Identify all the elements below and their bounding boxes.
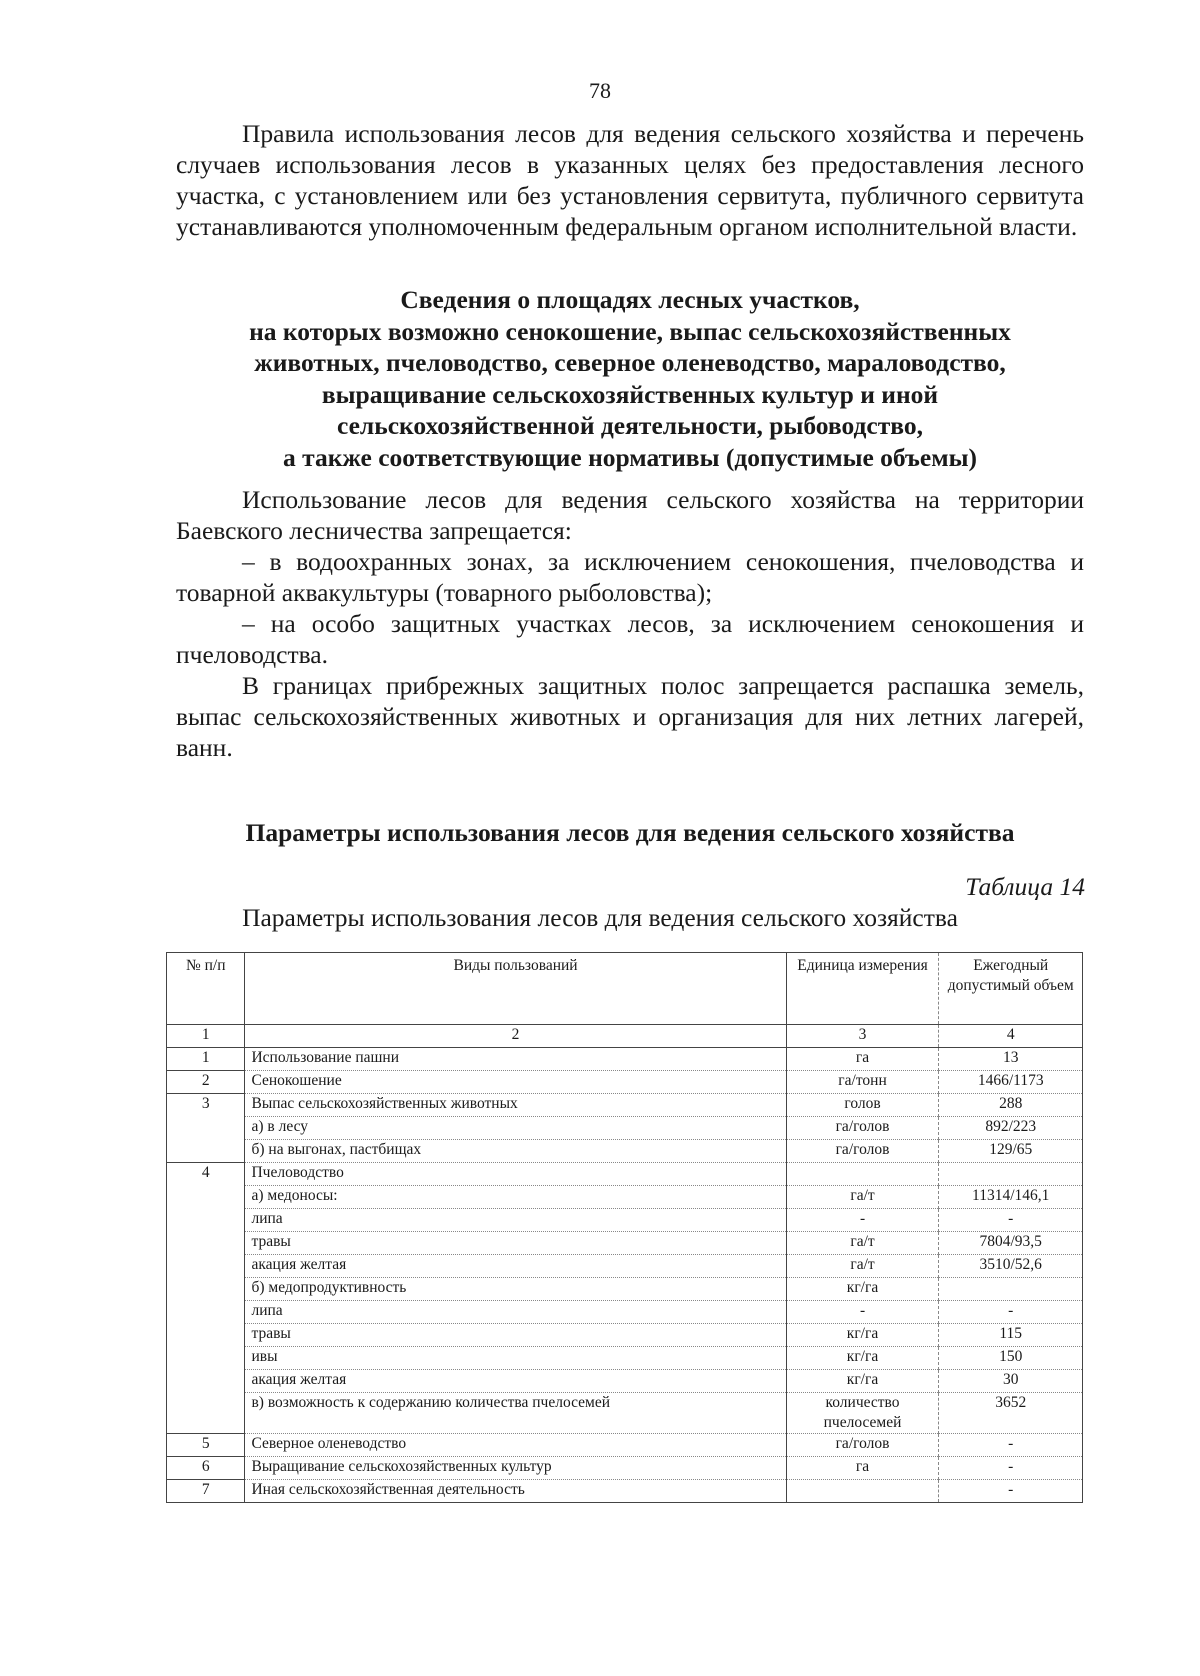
section-title-line: Сведения о площадях лесных участков, [400,285,860,314]
row-volume: - [939,1457,1083,1480]
row-unit: голов [786,1094,939,1117]
table-row [167,1232,1083,1255]
row-volume: - [939,1209,1083,1232]
table-row [167,1370,1083,1393]
table-row [167,1117,1083,1140]
row-num [167,1393,245,1434]
page-number: 78 [589,78,611,103]
paragraph: – на особо защитных участках лесов, за исключением сенокошения и пчеловодства. [176,609,1084,669]
table-row [167,1163,1083,1186]
row-volume: 892/223 [939,1117,1083,1140]
table-caption: Параметры использования лесов для ведения сельского хозяйства [242,903,958,932]
row-type: а) медоносы: [245,1186,786,1209]
table-row [167,1048,1083,1071]
header-unit: Единица измерения [786,953,939,1025]
table-row [167,1071,1083,1094]
row-unit: га/голов [786,1117,939,1140]
row-unit: кг/га [786,1370,939,1393]
row-volume: - [939,1301,1083,1324]
row-num [167,1301,245,1324]
row-volume: 13 [939,1048,1083,1071]
row-volume: 288 [939,1094,1083,1117]
row-type: б) медопродуктивность [245,1278,786,1301]
row-volume: - [939,1434,1083,1457]
row-unit: га [786,1457,939,1480]
paragraph: – в водоохранных зонах, за исключением сенокошения, пчеловодства и товарной аквакультуры (товарного рыболовства); [176,547,1084,607]
row-num: 4 [167,1163,245,1186]
row-volume [939,1163,1083,1186]
table-row [167,1434,1083,1457]
row-num [167,1117,245,1140]
table-row [167,1186,1083,1209]
row-unit: количество пчелосемей [786,1393,939,1434]
row-unit [786,1163,939,1186]
row-volume [939,1278,1083,1301]
row-volume: 3652 [939,1393,1083,1434]
row-type: акация желтая [245,1255,786,1278]
table-row [167,1140,1083,1163]
paragraph: В границах прибрежных защитных полос запрещается распашка земель, выпас сельскохозяйственных животных и организация для них летних лагерей, ванн. [176,671,1084,762]
row-volume: 11314/146,1 [939,1186,1083,1209]
table-index-row [167,1025,1083,1048]
table-row [167,1324,1083,1347]
row-num [167,1209,245,1232]
row-unit: га/голов [786,1140,939,1163]
row-volume: 129/65 [939,1140,1083,1163]
row-type: травы [245,1324,786,1347]
row-num [167,1255,245,1278]
row-volume: - [939,1480,1083,1503]
index-volume: 4 [939,1025,1083,1048]
table-row [167,1457,1083,1480]
restrictions-block [176,484,1084,763]
section-title-line: сельскохозяйственной деятельности, рыбоводство, [336,411,923,441]
row-unit: га/т [786,1186,939,1209]
row-unit: - [786,1301,939,1324]
row-num [167,1232,245,1255]
row-type: Иная сельскохозяйственная деятельность [245,1480,786,1503]
row-num [167,1324,245,1347]
row-type: липа [245,1301,786,1324]
row-num [167,1370,245,1393]
intro-paragraph-block [176,118,1084,242]
row-type: Северное оленеводство [245,1434,786,1457]
row-unit: га/голов [786,1434,939,1457]
row-type: б) на выгонах, пастбищах [245,1140,786,1163]
row-num [167,1347,245,1370]
row-type: Сенокошение [245,1071,786,1094]
row-volume: 30 [939,1370,1083,1393]
row-unit: га [786,1048,939,1071]
row-num: 1 [167,1048,245,1071]
header-num: № п/п [167,953,245,1025]
row-num [167,1186,245,1209]
row-volume: 7804/93,5 [939,1232,1083,1255]
row-type: Выпас сельскохозяйственных животных [245,1094,786,1117]
index-num: 1 [167,1025,245,1048]
row-num: 5 [167,1434,245,1457]
paragraph: Использование лесов для ведения сельского хозяйства на территории Баевского лесничества запрещается: [176,485,1084,545]
row-type: Использование пашни [245,1048,786,1071]
row-type: в) возможность к содержанию количества пчелосемей [245,1393,786,1434]
row-unit: га/тонн [786,1071,939,1094]
row-num [167,1278,245,1301]
section2-title: Параметры использования лесов для ведения сельского хозяйства [245,818,1015,847]
table-row [167,1094,1083,1117]
section-title-line: выращивание сельскохозяйственных культур и иной [321,379,939,409]
header-volume: Ежегодный допустимый объем [939,953,1083,1025]
row-volume: 115 [939,1324,1083,1347]
row-unit: кг/га [786,1347,939,1370]
row-unit: - [786,1209,939,1232]
section-title [170,284,1090,474]
row-unit: кг/га [786,1278,939,1301]
table-row [167,1209,1083,1232]
row-num: 2 [167,1071,245,1094]
row-num: 6 [167,1457,245,1480]
row-type: Пчеловодство [245,1163,786,1186]
row-volume: 3510/52,6 [939,1255,1083,1278]
table-row [167,1255,1083,1278]
header-type: Виды пользований [245,953,786,1025]
row-type: ивы [245,1347,786,1370]
table-row [167,1347,1083,1370]
index-type: 2 [245,1025,786,1048]
row-volume: 150 [939,1347,1083,1370]
parameters-table [166,952,1083,1503]
section-title-line: животных, пчеловодство, северное оленеводство, мараловодство, [254,348,1006,378]
section-title-line: а также соответствующие нормативы (допустимые объемы) [282,442,977,472]
row-volume: 1466/1173 [939,1071,1083,1094]
table-header-row [167,953,1083,1025]
row-unit: кг/га [786,1324,939,1347]
table-row [167,1393,1083,1434]
row-type: липа [245,1209,786,1232]
row-unit: га/т [786,1255,939,1278]
index-unit: 3 [786,1025,939,1048]
table-row [167,1278,1083,1301]
row-num: 3 [167,1094,245,1117]
row-type: Выращивание сельскохозяйственных культур [245,1457,786,1480]
row-type: травы [245,1232,786,1255]
section-title-line: на которых возможно сенокошение, выпас сельскохозяйственных [249,316,1011,346]
intro-paragraph: Правила использования лесов для ведения сельского хозяйства и перечень случаев использования лесов в указанных целях без предоставления лесного участка, с установлением или без установления сервитута, публичного сервитута устанавливаются уполномоченным федеральным органом исполнительной власти. [176,119,1084,241]
row-type: а) в лесу [245,1117,786,1140]
row-unit [786,1480,939,1503]
row-type: акация желтая [245,1370,786,1393]
row-num [167,1140,245,1163]
table-label: Таблица 14 [965,872,1085,901]
row-num: 7 [167,1480,245,1503]
row-unit: га/т [786,1232,939,1255]
table-row [167,1301,1083,1324]
table-row [167,1480,1083,1503]
